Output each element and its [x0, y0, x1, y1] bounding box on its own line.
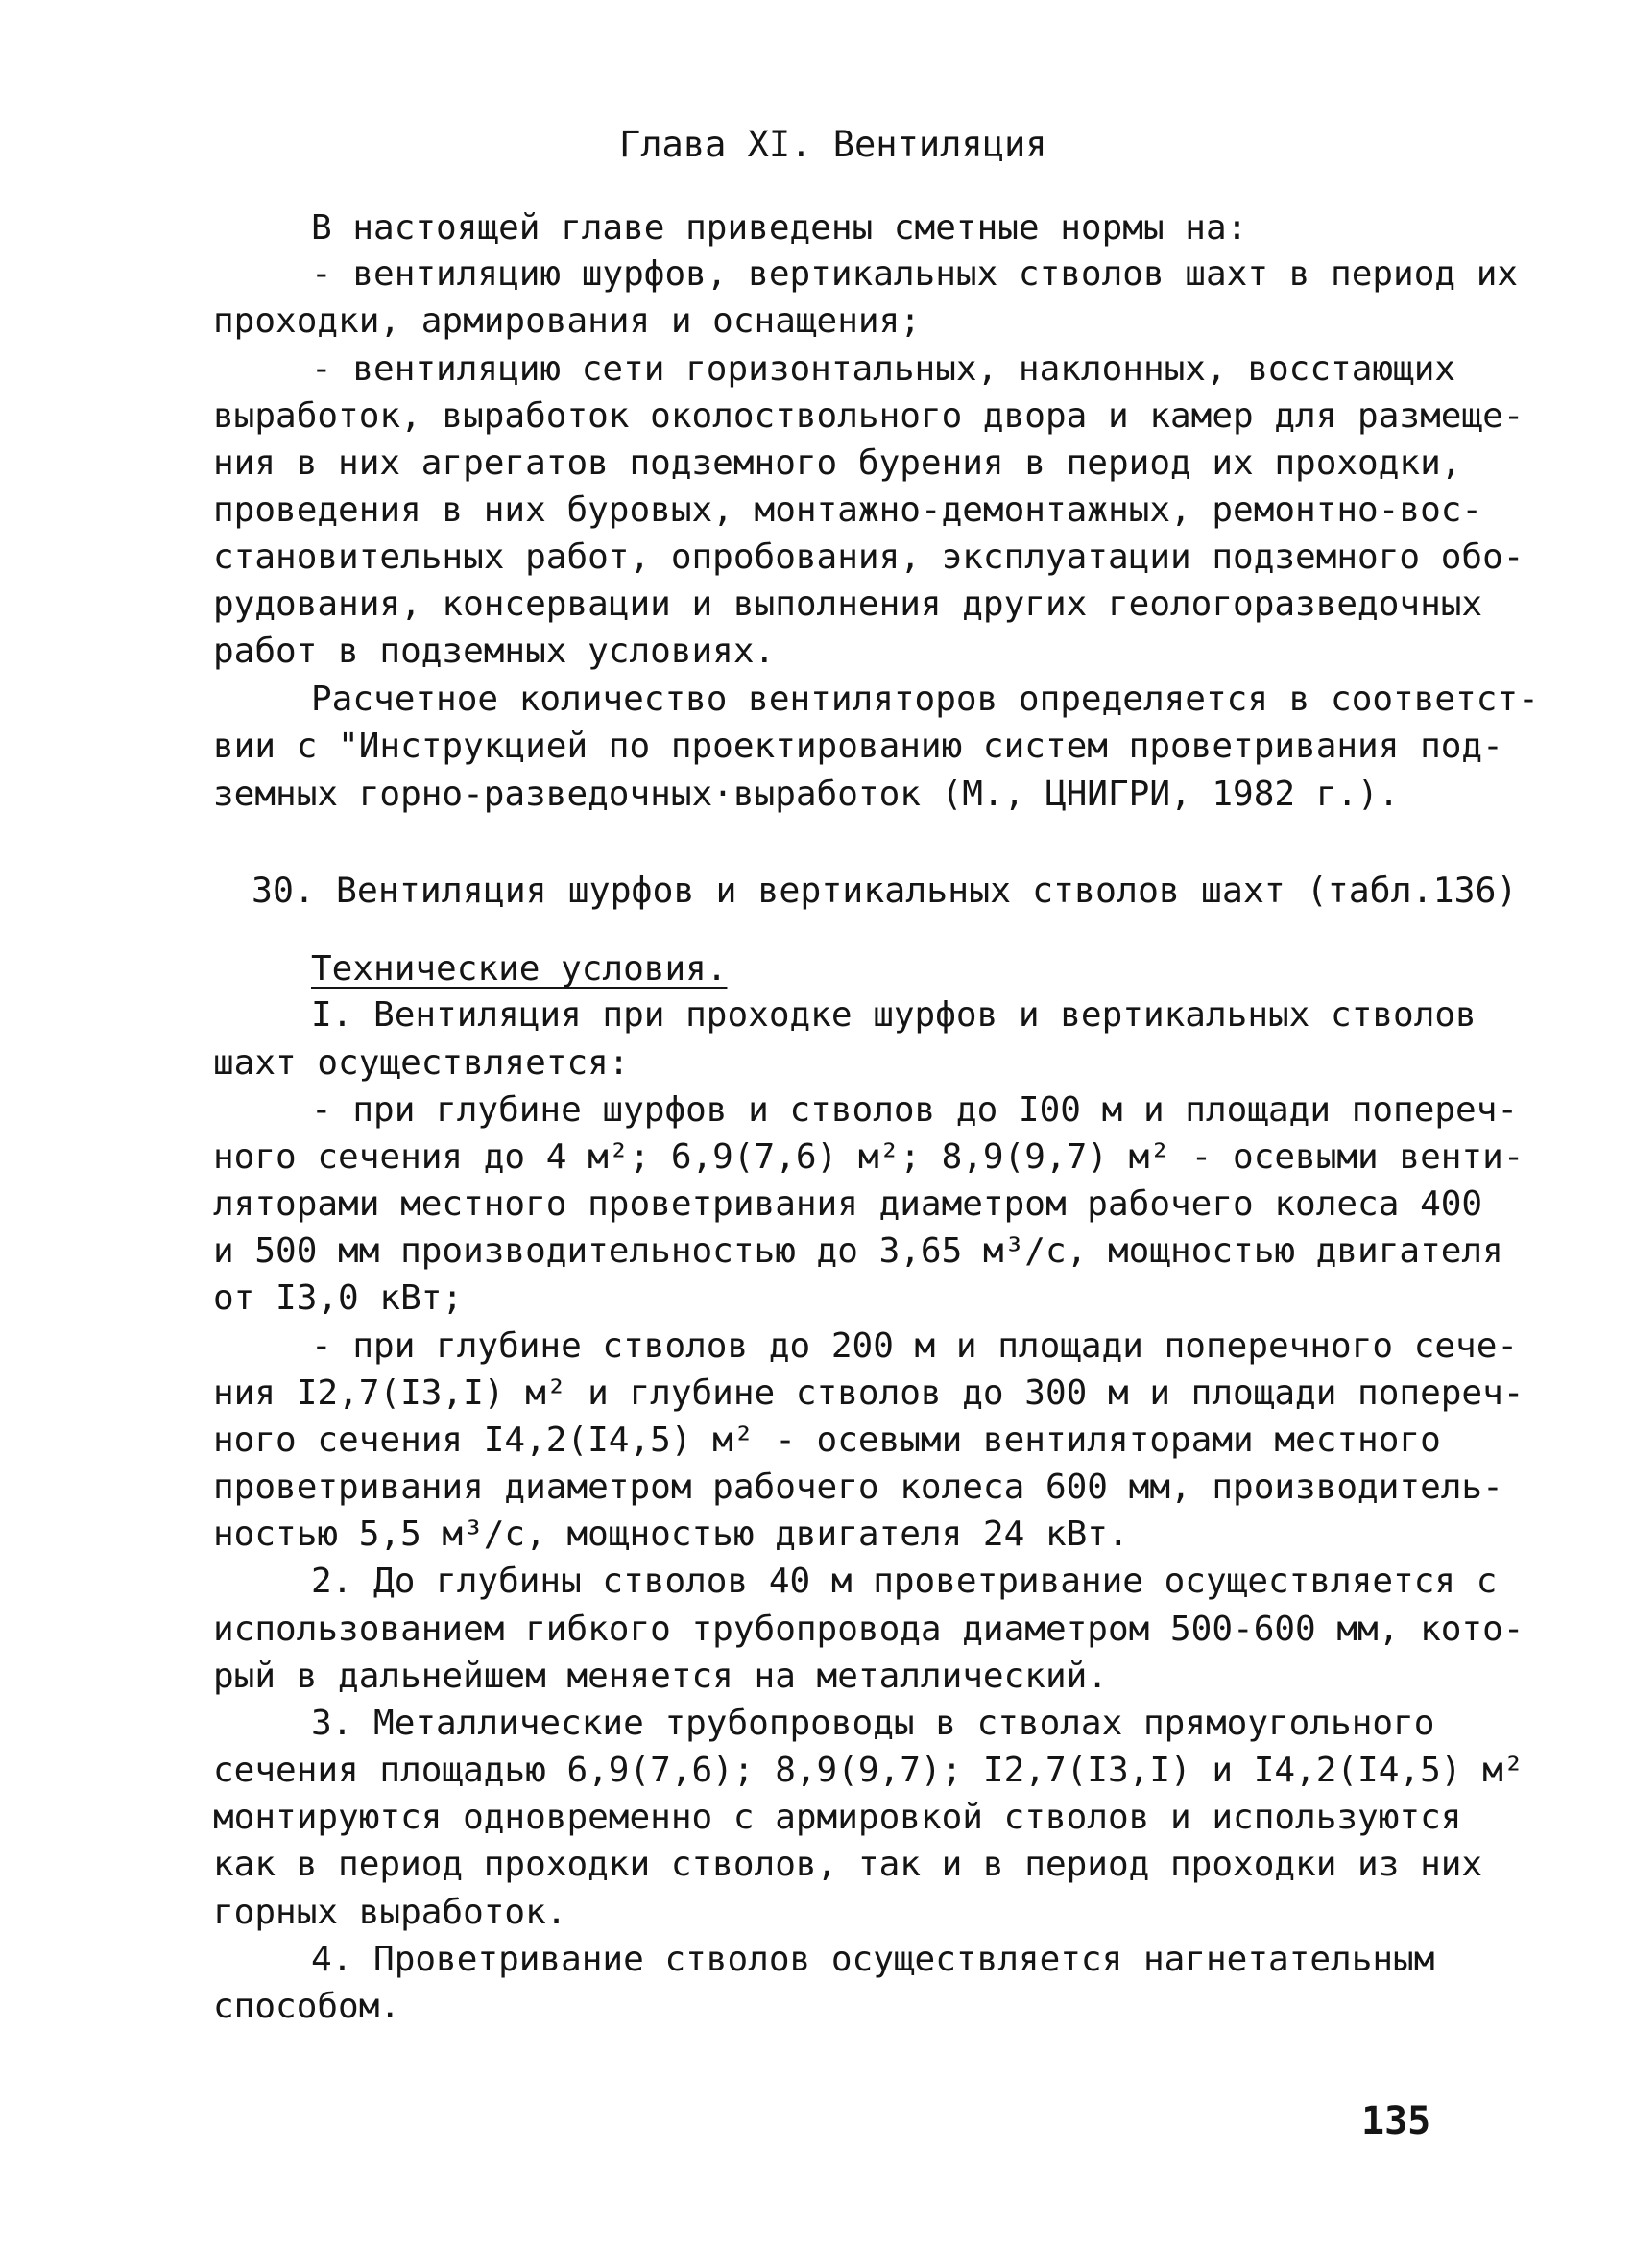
body-line: использованием гибкого трубопровода диаметром 500-600 мм, кото-: [213, 1610, 1525, 1649]
intro-line: проходки, армирования и оснащения;: [213, 301, 921, 341]
chapter-title: Глава XI. Вентиляция: [619, 124, 1047, 165]
intro-line: работ в подземных условиях.: [213, 632, 776, 671]
page-number: 135: [1361, 2099, 1431, 2143]
intro-line: Расчетное количество вентиляторов определяется в соответст-: [311, 680, 1539, 719]
tech-conditions-heading: Технические условия.: [311, 949, 728, 989]
body-line: и 500 мм производительностью до 3,65 м³/с, мощностью двигателя: [213, 1231, 1503, 1271]
body-line: ного сечения до 4 м²; 6,9(7,6) м²; 8,9(9,7) м² - осевыми венти-: [213, 1137, 1525, 1177]
intro-line: В настоящей главе приведены сметные нормы на:: [311, 208, 1248, 248]
intro-line: ния в них агрегатов подземного бурения в период их проходки,: [213, 443, 1462, 483]
body-line: шахт осуществляется:: [213, 1043, 630, 1083]
intro-line: земных горно-разведочных·выработок (М., ЦНИГРИ, 1982 г.).: [213, 775, 1400, 814]
body-line: - при глубине стволов до 200 м и площади поперечного сече-: [311, 1326, 1519, 1366]
body-line: 3. Металлические трубопроводы в стволах прямоугольного: [311, 1704, 1435, 1743]
body-line: способом.: [213, 1987, 401, 2026]
intro-line: выработок, выработок околоствольного двора и камер для размеще-: [213, 396, 1525, 436]
body-line: ния I2,7(I3,I) м² и глубине стволов до 300 м и площади попереч-: [213, 1373, 1525, 1413]
body-line: ляторами местного проветривания диаметром рабочего колеса 400: [213, 1184, 1483, 1224]
body-line: от I3,0 кВт;: [213, 1278, 464, 1318]
body-line: ностью 5,5 м³/с, мощностью двигателя 24 кВт.: [213, 1515, 1129, 1554]
intro-line: рудования, консервации и выполнения других геологоразведочных: [213, 585, 1483, 624]
intro-line: вии с "Инструкцией по проектированию систем проветривания под-: [213, 727, 1503, 766]
body-line: монтируются одновременно с армировкой стволов и используются: [213, 1798, 1462, 1837]
body-line: рый в дальнейшем меняется на металлический.: [213, 1657, 1108, 1696]
intro-line: - вентиляцию сети горизонтальных, наклонных, восстающих: [311, 349, 1456, 389]
body-line: горных выработок.: [213, 1893, 567, 1932]
body-line: ного сечения I4,2(I4,5) м² - осевыми вентиляторами местного: [213, 1420, 1441, 1460]
body-line: проветривания диаметром рабочего колеса 600 мм, производитель-: [213, 1468, 1503, 1507]
body-line: I. Вентиляция при проходке шурфов и вертикальных стволов: [311, 995, 1477, 1035]
intro-line: - вентиляцию шурфов, вертикальных стволов шахт в период их: [311, 254, 1519, 294]
section-title: 30. Вентиляция шурфов и вертикальных стволов шахт (табл.136): [252, 870, 1518, 911]
body-line: как в период проходки стволов, так и в период проходки из них: [213, 1845, 1483, 1884]
body-line: 2. До глубины стволов 40 м проветривание осуществляется с: [311, 1562, 1498, 1601]
body-line: - при глубине шурфов и стволов до I00 м и площади попереч-: [311, 1090, 1519, 1130]
intro-line: проведения в них буровых, монтажно-демонтажных, ремонтно-вос-: [213, 490, 1483, 530]
body-line: сечения площадью 6,9(7,6); 8,9(9,7); I2,7(I3,I) и I4,2(I4,5) м²: [213, 1751, 1525, 1790]
body-line: 4. Проветривание стволов осуществляется нагнетательным: [311, 1940, 1435, 1979]
intro-line: становительных работ, опробования, эксплуатации подземного обо-: [213, 537, 1525, 577]
